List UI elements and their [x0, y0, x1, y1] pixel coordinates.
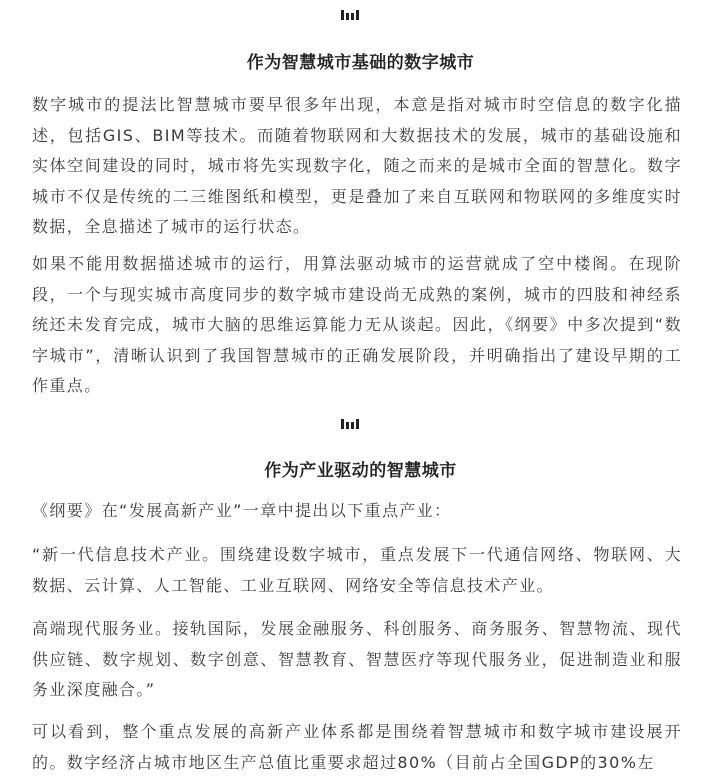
paragraph: 如果不能用数据描述城市的运行，用算法驱动城市的运营就成了空中楼阁。在现阶段，一个与现实城市高度同步的数字城市建设尚无成熟的案例，城市的四肢和神经系统还未发育完成，城市大脑的思维运算能力无从谈起。因此，《纲要》中多次提到“数字城市”，清晰认识到了我国智慧城市的正确发展阶段，并明确指出了建设早期的工作重点。: [32, 254, 682, 395]
paragraph: 数字城市的提法比智慧城市要早很多年出现，本意是指对城市时空信息的数字化描述，包括GIS、BIM等技术。而随着物联网和大数据技术的发展，城市的基础设施和实体空间建设的同时，城市将先实现数字化，随之而来的是城市全面的智慧化。数字城市不仅是传统的二三维图纸和模型，更是叠加了来自互联网和物联网的多维度实时数据，全息描述了城市的运行状态。: [32, 95, 682, 236]
paragraph: 高端现代服务业。接轨国际，发展金融服务、科创服务、商务服务、智慧物流、现代供应链、数字规划、数字创意、智慧教育、智慧医疗等现代服务业，促进制造业和服务业深度融合。”: [32, 619, 682, 699]
paragraph: “新一代信息技术产业。围绕建设数字城市，重点发展下一代通信网络、物联网、大数据、云计算、人工智能、工业互联网、网络安全等信息技术产业。: [32, 545, 682, 595]
section-title: 作为产业驱动的智慧城市: [264, 461, 457, 481]
section-title: 作为智慧城市基础的数字城市: [246, 53, 475, 73]
paragraph: 《纲要》在“发展高新产业”一章中提出以下重点产业：: [32, 501, 452, 520]
section-divider-icon: [341, 10, 363, 20]
paragraph: 可以看到，整个重点发展的高新产业体系都是围绕着智慧城市和数字城市建设展开的。数字经济占城市地区生产总值比重要求超过80%（目前占全国GDP的30%左: [32, 722, 682, 772]
section-divider-icon: [341, 419, 363, 429]
